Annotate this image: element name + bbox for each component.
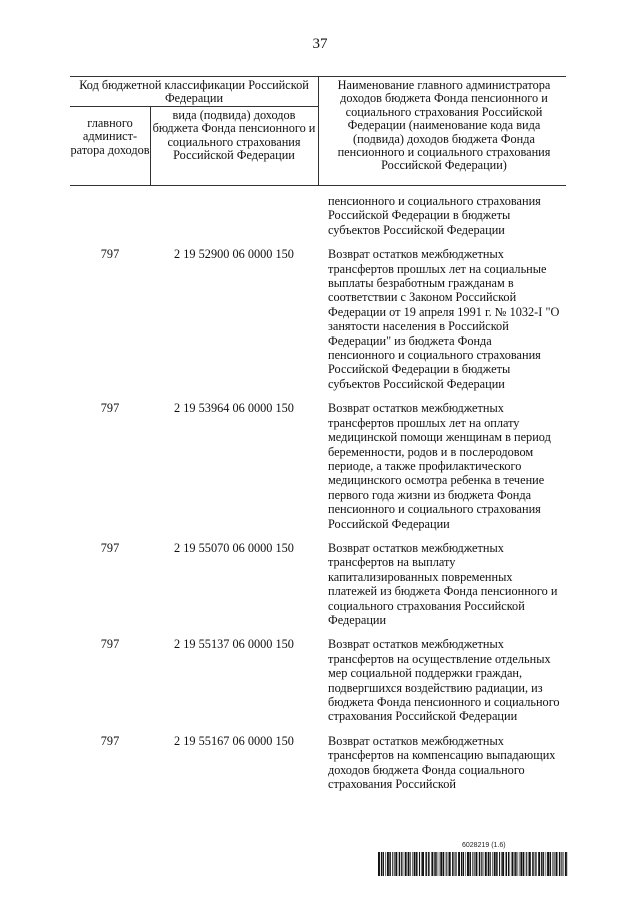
header-admin-title: главного админист-ратора доходов [70,116,150,157]
table-header [70,76,566,186]
row-income-code: 2 19 55167 06 0000 150 [174,733,294,748]
footer-document-code: 6028219 (1.6) [462,842,506,849]
row-admin-code: 797 [100,733,120,748]
row-name: Возврат остатков межбюджетных трансфертов прошлых лет на оплату медицинской помощи женщинам в период беременности, родов и в послеродовом периоде, а также профилактического медицинского осмотра ребенка в течение первого года жизни из бюджета Фонда пенсионного и социального страхования Российской Федерации [328,401,551,531]
page-number: 37 [312,36,328,52]
table-row [70,401,566,531]
row-income-code: 2 19 55070 06 0000 150 [174,540,294,555]
row-name: Возврат остатков межбюджетных трансфертов на компенсацию выпадающих доходов бюджета Фонда социального страхования Российской [328,733,556,792]
continuation-text: пенсионного и социального страхования Российской Федерации в бюджеты субъектов Российской Федерации [328,194,541,237]
row-name: Возврат остатков межбюджетных трансфертов на осуществление отдельных мер социальной поддержки граждан, подвергшихся воздействию радиации, из бюджета Фонда пенсионного и социального страхования Российской Федерации [328,637,560,724]
row-name: Возврат остатков межбюджетных трансфертов прошлых лет на социальные выплаты безработным гражданам в соответствии с Законом Российской Федерации от 19 апреля 1991 г. № 1032-I "О занятости населения в Российской Федерации" из бюджета Фонда пенсионного и социального страхования Российской Федерации в бюджеты субъектов Российской Федерации [328,247,560,391]
row-income-code: 2 19 52900 06 0000 150 [174,247,294,262]
row-name: Возврат остатков межбюджетных трансфертов на выплату капитализированных повременных платежей из бюджета Фонда пенсионного и социального страхования Российской Федерации [328,540,558,627]
header-kind-title: вида (подвида) доходов бюджета Фонда пенсионного и социального страхования Российской Федерации [152,108,316,163]
header-code-title: Код бюджетной классификации Российской Федерации [79,78,309,106]
row-admin-code: 797 [100,401,120,416]
row-admin-code: 797 [100,540,120,555]
budget-classification-table [70,76,566,791]
table-row [70,637,566,723]
row-admin-code: 797 [100,637,120,652]
table-row [70,247,566,391]
table-row [70,734,566,792]
row-income-code: 2 19 53964 06 0000 150 [174,401,294,416]
row-admin-code: 797 [100,247,120,262]
barcode-icon [378,852,568,876]
row-income-code: 2 19 55137 06 0000 150 [174,637,294,652]
table-row [70,541,566,627]
header-name-title: Наименование главного администратора доходов бюджета Фонда пенсионного и социального страхования Российской Федерации (наименование кода вида (подвида) доходов бюджета Фонда пенсионного и социального страхования Российской Федерации) [337,78,551,173]
